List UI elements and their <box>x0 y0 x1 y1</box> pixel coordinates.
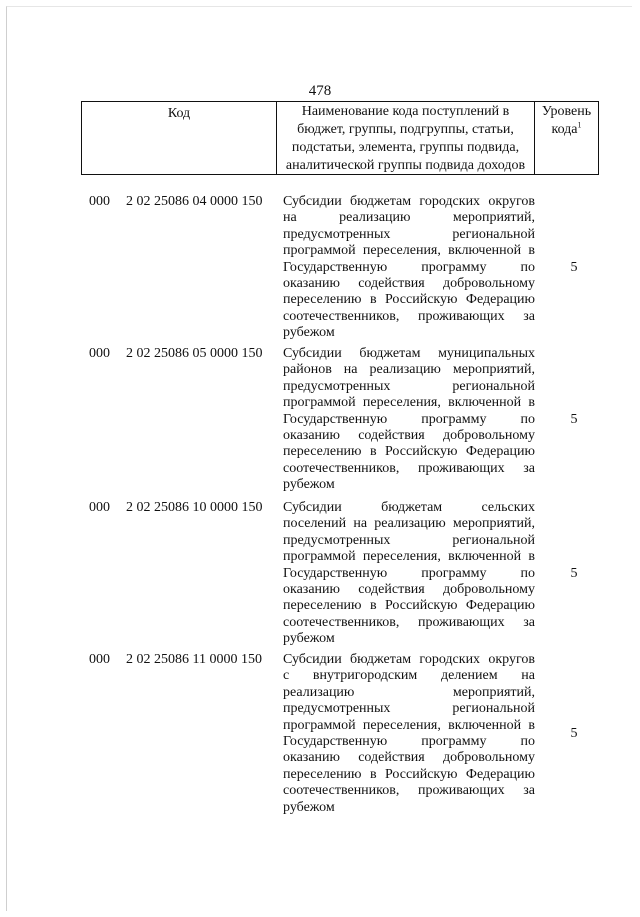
row-description-line: оказанию содействия добровольному <box>283 428 535 444</box>
row-description-line: предусмотренных региональной <box>283 226 535 242</box>
header-name-line: подстатьи, элемента, группы подвида, <box>291 140 520 155</box>
row-description-line: рубежом <box>283 325 335 341</box>
row-description-line: оказанию содействия добровольному <box>283 582 535 598</box>
row-prefix: 000 <box>89 346 110 361</box>
row-level: 5 <box>570 260 578 275</box>
row-prefix: 000 <box>89 194 110 209</box>
row-description-line: оказанию содействия добровольному <box>283 276 535 292</box>
row-description-line: на реализацию мероприятий, <box>283 210 535 226</box>
header-name-line: аналитической группы подвида доходов <box>285 158 526 173</box>
row-description-line: поселений на реализацию мероприятий, <box>283 516 535 532</box>
page-number: 478 <box>308 83 332 99</box>
row-description-line: предусмотренных региональной <box>283 378 535 394</box>
footnote-mark: 1 <box>577 120 582 130</box>
row-description-line: программой переселения, включенной в <box>283 395 535 411</box>
header-level-line: Уровень <box>541 104 592 119</box>
row-description-line: программой переселения, включенной в <box>283 549 535 565</box>
row-description-line: программой переселения, включенной в <box>283 717 535 733</box>
table-header <box>81 101 599 175</box>
row-description-line: Государственную программу по <box>283 259 535 275</box>
row-description-line: оказанию содействия добровольному <box>283 750 535 766</box>
header-code: Код <box>82 102 277 175</box>
row-description-line: Государственную программу по <box>283 411 535 427</box>
row-description-line: Государственную программу по <box>283 565 535 581</box>
row-description-line: рубежом <box>283 631 335 647</box>
row-prefix: 000 <box>89 652 110 667</box>
header-level-line: кода$^1$ <box>551 120 582 137</box>
row-description <box>283 500 535 648</box>
row-description-line: программой переселения, включенной в <box>283 243 535 259</box>
row-code: 2 02 25086 11 0000 150 <box>126 652 262 667</box>
row-description-line: соотечественников, проживающих за <box>283 614 535 630</box>
row-description-line: соотечественников, проживающих за <box>283 783 535 799</box>
row-description-line: Субсидии бюджетам муниципальных <box>283 346 535 361</box>
row-description-line: переселению в Российскую Федерацию <box>283 766 535 782</box>
row-description-line: Субсидии бюджетам городских округов <box>283 194 535 209</box>
row-level: 5 <box>570 412 578 427</box>
row-description-line: Государственную программу по <box>283 734 535 750</box>
row-description <box>283 194 535 342</box>
row-description-line: Субсидии бюджетам городских округов <box>283 652 535 667</box>
row-description-line: рубежом <box>283 477 335 493</box>
row-description-line: соотечественников, проживающих за <box>283 460 535 476</box>
row-description-line: Субсидии бюджетам сельских <box>283 500 535 515</box>
row-code: 2 02 25086 05 0000 150 <box>126 346 263 361</box>
row-description-line: районов на реализацию мероприятий, <box>283 362 535 378</box>
row-level: 5 <box>570 566 578 581</box>
header-name <box>277 102 535 175</box>
row-description-line: соотечественников, проживающих за <box>283 308 535 324</box>
row-code: 2 02 25086 04 0000 150 <box>126 194 263 209</box>
row-description-line: реализацию мероприятий, <box>283 684 535 700</box>
row-prefix: 000 <box>89 500 110 515</box>
row-description <box>283 346 535 494</box>
row-level: 5 <box>570 726 578 741</box>
row-description-line: с внутригородским делением на <box>283 668 535 684</box>
row-description-line: переселению в Российскую Федерацию <box>283 598 535 614</box>
row-description-line: рубежом <box>283 799 335 815</box>
row-description-line: предусмотренных региональной <box>283 701 535 717</box>
row-description-line: переселению в Российскую Федерацию <box>283 444 535 460</box>
row-description <box>283 652 535 816</box>
header-level <box>535 102 599 175</box>
row-description-line: переселению в Российскую Федерацию <box>283 292 535 308</box>
header-name-line: Наименование кода поступлений в <box>301 104 510 119</box>
row-description-line: предусмотренных региональной <box>283 532 535 548</box>
header-name-line: бюджет, группы, подгруппы, статьи, <box>297 122 514 137</box>
row-code: 2 02 25086 10 0000 150 <box>126 500 263 515</box>
